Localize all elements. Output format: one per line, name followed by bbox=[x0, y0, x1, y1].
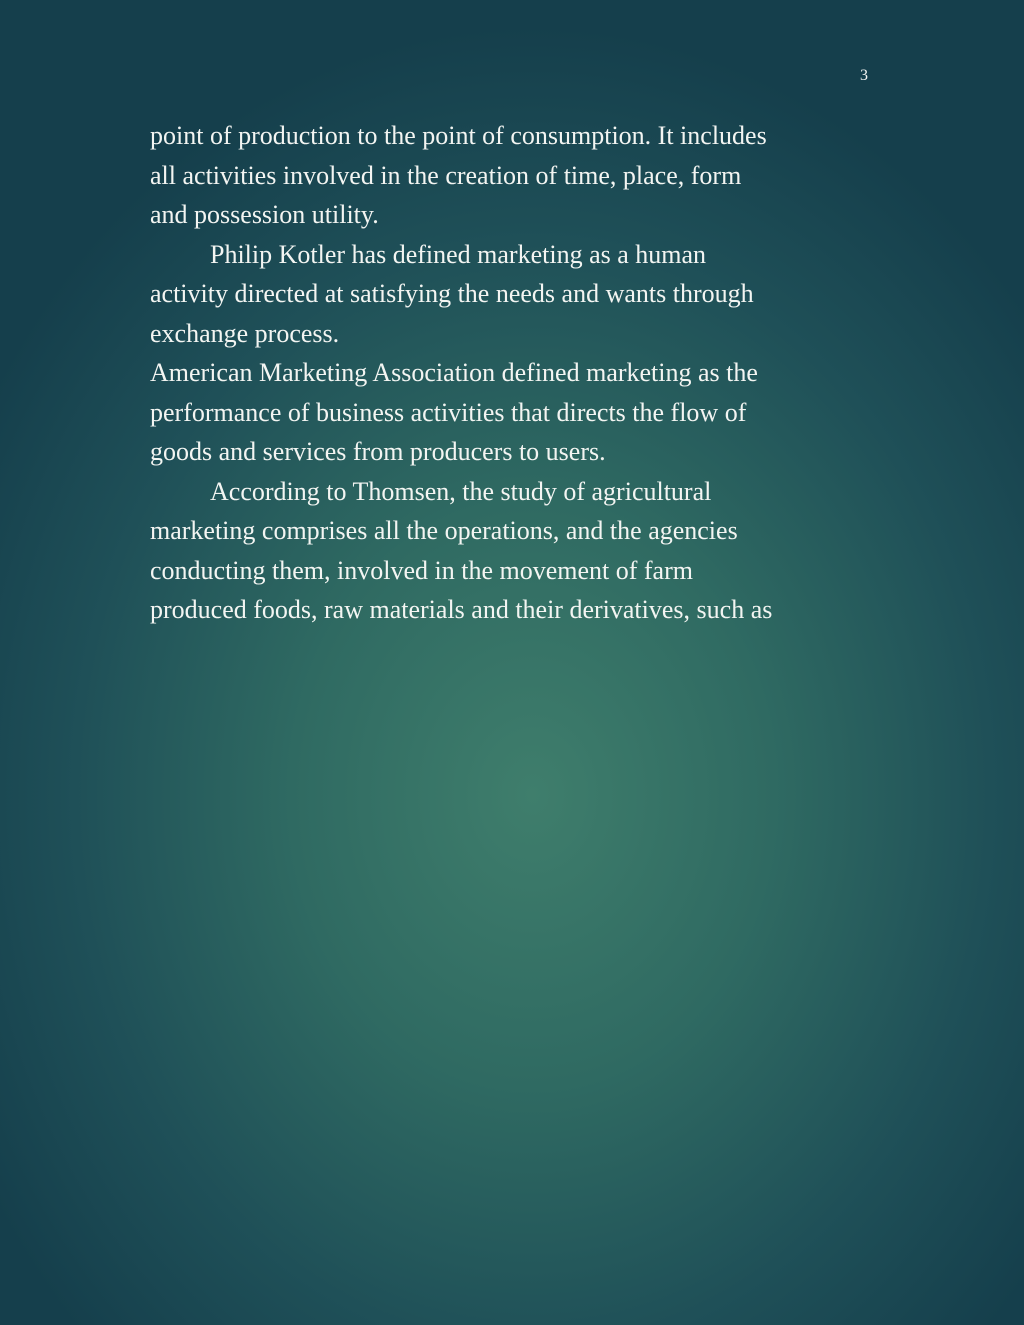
text-line: conducting them, involved in the movement of farm bbox=[150, 555, 693, 585]
text-line: marketing comprises all the operations, and the agencies bbox=[150, 516, 738, 545]
text-line: activity directed at satisfying the needs and wants through bbox=[150, 279, 754, 308]
page-number: 3 bbox=[860, 67, 868, 84]
text-line: American Marketing Association defined marketing as the bbox=[150, 358, 758, 387]
text-line: performance of business activities that directs the flow of bbox=[150, 397, 747, 427]
body-text bbox=[150, 116, 890, 630]
text-line: produced foods, raw materials and their derivatives, such as bbox=[150, 595, 773, 624]
text-line: exchange process. bbox=[150, 318, 340, 348]
text-line: all activities involved in the creation of time, place, form bbox=[150, 160, 742, 190]
text-line: goods and services from producers to users. bbox=[150, 437, 606, 466]
text-line-indented: According to Thomsen, the study of agricultural bbox=[210, 476, 712, 506]
text-line: point of production to the point of consumption. It includes bbox=[150, 121, 767, 150]
text-line: and possession utility. bbox=[150, 200, 379, 229]
text-line-indented: Philip Kotler has defined marketing as a human bbox=[210, 239, 707, 269]
